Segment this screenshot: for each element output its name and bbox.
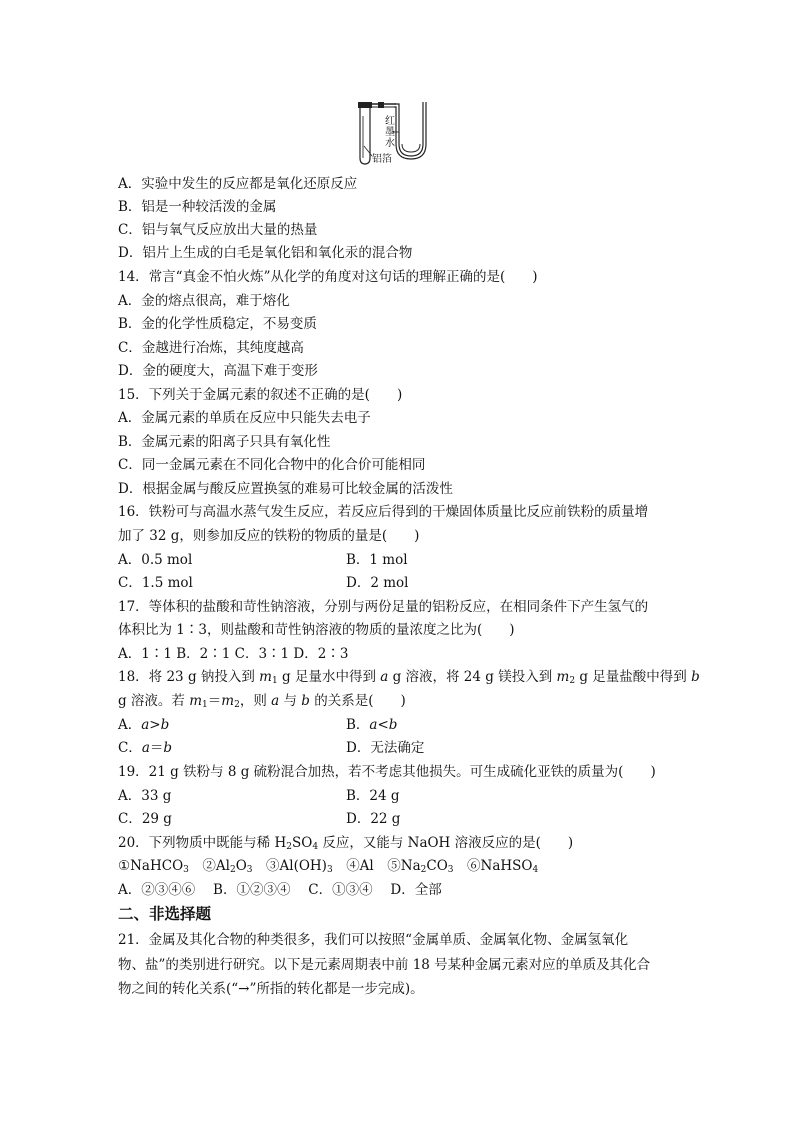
q17-stem-line1: 17．等体积的盐酸和苛性钠溶液，分别与两份足量的铝粉反应，在相同条件下产生氢气的 [118,599,649,615]
foil-label: 铝箔 [372,154,392,165]
q18-stem-line2: g 溶液。若 $m_1=m_2$，则 a 与 b 的关系是( ) [118,693,406,710]
q18-option-c: C．a＝b [118,740,173,756]
q14-option-d: D．金的硬度大，高温下难于变形 [118,363,318,379]
q15-option-d: D．根据金属与酸反应置换氢的难易可比较金属的活泼性 [118,481,453,497]
q13-option-d: D．铝片上生成的白毛是氧化铝和氧化汞的混合物 [118,245,413,261]
q19-option-b: B．24 g [346,788,400,804]
q19-option-d: D．22 g [346,811,401,827]
q15-option-c: C．同一金属元素在不同化合物中的化合价可能相同 [118,457,426,473]
q20-items: ①NaHCO$_3$ $②Al_2O_3$ $③Al(OH)_3$ ④Al $⑤Na_2CO_3$ ⑥NaHSO$_4$ [118,858,539,875]
q21-line3: 物之间的转化关系(“→”所指的转化都是一步完成)。 [118,981,424,997]
q14-stem: 14．常言“真金不怕火炼”从化学的角度对这句话的理解正确的是( ) [118,269,538,285]
q21-line2: 物、盐”的类别进行研究。以下是元素周期表中前 18 号某种金属元素对应的单质及其化合 [118,957,651,973]
q18-stem-line1: 18．将 23 g 钠投入到 $m_1$ g 足量水中得到 a g 溶液，将 24 g 镁投入到 $m_2$ g 足量盐酸中得到 b [118,669,700,686]
q20-options: A．②③④⑥ B．①②③④ C．①③④ D．全部 [118,882,442,898]
q16-option-b: B．1 mol [346,552,408,568]
q19-option-a: A．33 g [118,788,172,804]
q21-line1: 21．金属及其化合物的种类很多，我们可以按照“金属单质、金属氧化物、金属氢氧化 [118,932,629,948]
q16-option-d: D．2 mol [346,575,409,591]
q14-option-a: A．金的熔点很高，难于熔化 [118,293,290,309]
q15-stem: 15．下列关于金属元素的叙述不正确的是( ) [118,387,403,403]
section-heading: 二、非选择题 [118,904,212,923]
q15-option-b: B．金属元素的阳离子只具有氧化性 [118,434,331,450]
q19-stem: 19．21 g 铁粉与 8 g 硫粉混合加热，若不考虑其他损失。可生成硫化亚铁的质量为( ) [118,764,656,780]
q13-option-a: A．实验中发生的反应都是氧化还原反应 [118,176,358,192]
q16-stem-line2: 加了 32 g，则参加反应的铁粉的物质的量是( ) [118,528,420,544]
q17-stem-line2: 体积比为 1∶3，则盐酸和苛性钠溶液的物质的量浓度之比为( ) [118,622,515,638]
q15-option-a: A．金属元素的单质在反应中只能失去电子 [118,410,371,426]
q16-stem-line1: 16．铁粉可与高温水蒸气发生反应，若反应后得到的干燥固体质量比反应前铁粉的质量增 [118,504,649,520]
q17-options: A．1∶1 B．2∶1 C．3∶1 D．2∶3 [118,646,349,662]
q13-option-c: C．铝与氧气反应放出大量的热量 [118,222,318,238]
q13-option-b: B．铝是一种较活泼的金属 [118,199,277,215]
q14-option-b: B．金的化学性质稳定，不易变质 [118,316,317,332]
q18-option-a: A．a>b [118,717,170,733]
ink-label-1: 红 [385,116,395,127]
q14-option-c: C．金越进行冶炼，其纯度越高 [118,340,304,356]
q16-option-a: A．0.5 mol [118,552,193,568]
q20-stem: 20．下列物质中既能与稀 $H_2SO_4$ 反应，又能与 NaOH 溶液反应的是( ) [118,835,574,852]
q18-option-d: D．无法确定 [346,740,425,756]
q19-option-c: C．29 g [118,811,172,827]
experiment-figure [352,96,444,168]
ink-label-3: 水 [385,138,395,149]
ink-label-2: 墨 [385,127,395,138]
q18-option-b: B．a<b [346,717,398,733]
q16-option-c: C．1.5 mol [118,575,193,591]
apparatus-diagram [352,96,444,168]
